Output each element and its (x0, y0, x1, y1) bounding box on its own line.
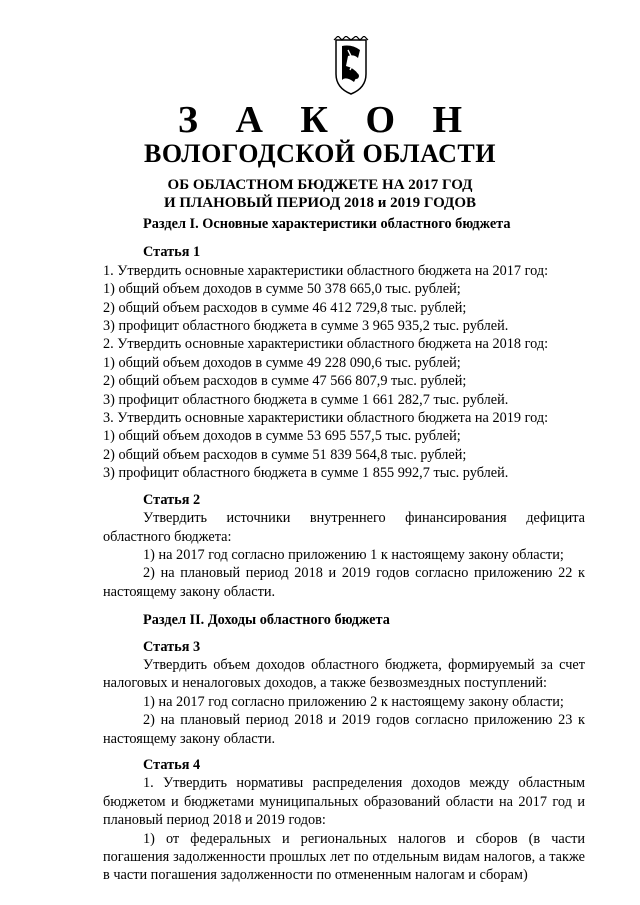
law-title: З А К О Н (177, 99, 477, 141)
article-1-line: 1) общий объем доходов в сумме 50 378 665,0 тыс. рублей; (103, 281, 461, 298)
document-body (103, 215, 585, 885)
article-4-paragraph: 1. Утвердить нормативы распределения доходов между областным бюджетом и бюджетами муниципальных образований области на 2017 год и плановый период 2018 и 2019 годов: (103, 775, 585, 829)
article-1-line: 2) общий объем расходов в сумме 47 566 807,9 тыс. рублей; (103, 373, 467, 390)
article-1-line: 3) профицит областного бюджета в сумме 1 661 282,7 тыс. рублей. (103, 391, 509, 408)
article-2-paragraph: 1) на 2017 год согласно приложению 1 к настоящему закону области; (143, 546, 564, 563)
article-4-heading: Статья 4 (143, 756, 201, 773)
section-2-heading: Раздел II. Доходы областного бюджета (143, 612, 390, 629)
article-1-heading: Статья 1 (143, 244, 201, 261)
article-3-heading: Статья 3 (143, 638, 201, 655)
article-3-paragraph: 1) на 2017 год согласно приложению 2 к настоящему закону области; (143, 693, 564, 710)
law-subject-line-1: ОБ ОБЛАСТНОМ БЮДЖЕТЕ НА 2017 ГОД (167, 177, 473, 193)
article-4-paragraph: 1) от федеральных и региональных налогов и сборов (в части погашения задолженности прошлых лет по отдельным видам налогов, а также в части погашения задолженности по отмененным налогам и сборам) (103, 830, 585, 884)
article-1-line: 2. Утвердить основные характеристики областного бюджета на 2018 год: (103, 336, 549, 353)
article-1-line: 2) общий объем расходов в сумме 46 412 729,8 тыс. рублей; (103, 299, 467, 316)
coat-of-arms-icon (328, 36, 374, 96)
article-1-line: 1) общий объем доходов в сумме 53 695 557,5 тыс. рублей; (103, 428, 461, 445)
section-1-heading: Раздел I. Основные характеристики областного бюджета (143, 216, 511, 232)
article-2-heading: Статья 2 (143, 491, 201, 508)
article-1-line: 1. Утвердить основные характеристики областного бюджета на 2017 год: (103, 262, 549, 279)
article-2-paragraph: Утвердить источники внутреннего финансирования дефицита областного бюджета: (103, 510, 585, 545)
law-subject-line-2: И ПЛАНОВЫЙ ПЕРИОД 2018 и 2019 ГОДОВ (163, 195, 477, 211)
article-3-paragraph: 2) на плановый период 2018 и 2019 годов согласно приложению 23 к настоящему закону области. (103, 712, 585, 747)
article-1-line: 3) профицит областного бюджета в сумме 3 965 935,2 тыс. рублей. (103, 318, 509, 335)
article-2-paragraph: 2) на плановый период 2018 и 2019 годов согласно приложению 22 к настоящему закону области. (103, 565, 585, 600)
article-1-line: 1) общий объем доходов в сумме 49 228 090,6 тыс. рублей; (103, 354, 461, 371)
article-1-line: 2) общий объем расходов в сумме 51 839 564,8 тыс. рублей; (103, 446, 467, 463)
article-1-line: 3. Утвердить основные характеристики областного бюджета на 2019 год: (103, 410, 549, 427)
article-1-line: 3) профицит областного бюджета в сумме 1 855 992,7 тыс. рублей. (103, 465, 509, 482)
article-3-paragraph: Утвердить объем доходов областного бюджета, формируемый за счет налоговых и неналоговых доходов, а также безвозмездных поступлений: (103, 656, 585, 692)
law-subject (0, 176, 640, 212)
region-name: ВОЛОГОДСКОЙ ОБЛАСТИ (144, 139, 496, 168)
